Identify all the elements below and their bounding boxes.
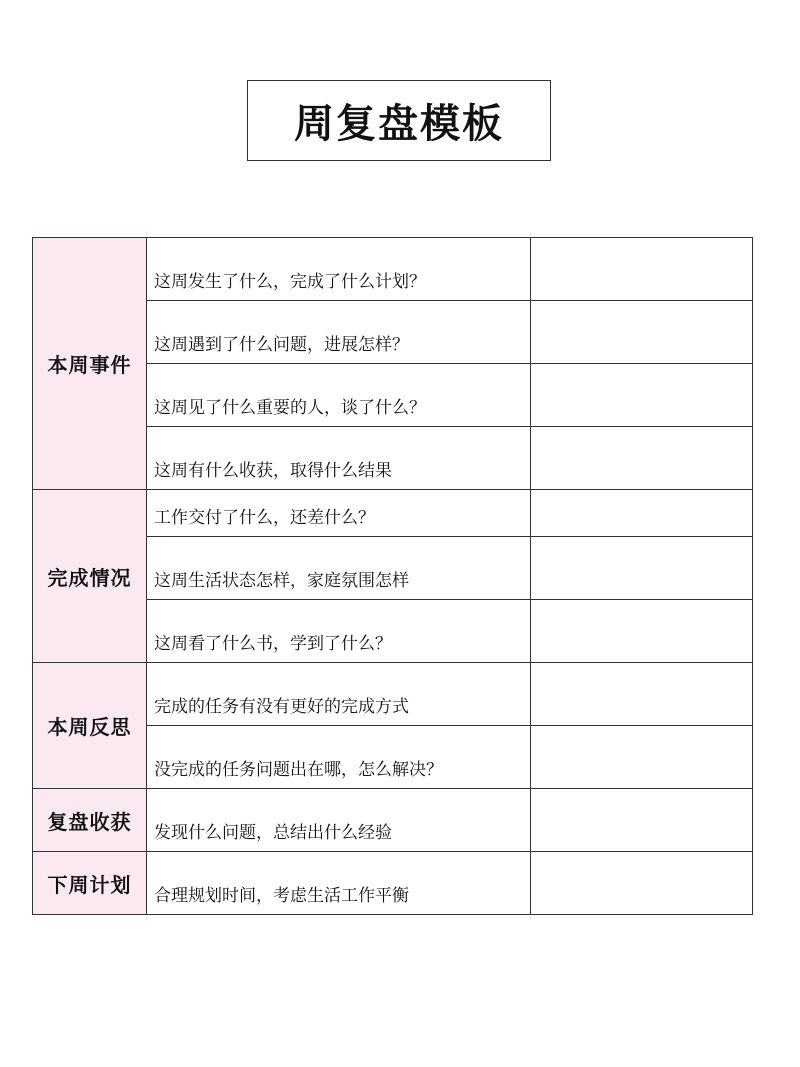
answer-cell[interactable] — [531, 238, 753, 301]
question-cell: 发现什么问题，总结出什么经验 — [147, 789, 531, 852]
table-row — [33, 789, 753, 852]
answer-cell[interactable] — [531, 427, 753, 490]
question-cell: 合理规划时间，考虑生活工作平衡 — [147, 852, 531, 915]
question-cell: 这周见了什么重要的人，谈了什么？ — [147, 364, 531, 427]
category-cell: 完成情况 — [33, 490, 147, 663]
answer-cell[interactable] — [531, 490, 753, 537]
category-cell: 复盘收获 — [33, 789, 147, 852]
title-box — [247, 80, 551, 161]
answer-cell[interactable] — [531, 663, 753, 726]
page-title: 周复盘模板 — [294, 101, 504, 147]
answer-cell[interactable] — [531, 600, 753, 663]
category-cell: 本周事件 — [33, 238, 147, 490]
question-cell: 完成的任务有没有更好的完成方式 — [147, 663, 531, 726]
table-row — [33, 490, 753, 537]
question-cell: 这周看了什么书，学到了什么？ — [147, 600, 531, 663]
question-cell: 这周发生了什么，完成了什么计划？ — [147, 238, 531, 301]
question-cell: 这周遇到了什么问题，进展怎样？ — [147, 301, 531, 364]
table-row — [33, 238, 753, 301]
question-cell: 这周有什么收获，取得什么结果 — [147, 427, 531, 490]
review-table — [32, 237, 753, 915]
question-cell: 这周生活状态怎样，家庭氛围怎样 — [147, 537, 531, 600]
table-row — [33, 852, 753, 915]
answer-cell[interactable] — [531, 537, 753, 600]
answer-cell[interactable] — [531, 726, 753, 789]
answer-cell[interactable] — [531, 852, 753, 915]
table-row — [33, 663, 753, 726]
question-cell: 工作交付了什么，还差什么？ — [147, 490, 531, 537]
answer-cell[interactable] — [531, 789, 753, 852]
category-cell: 本周反思 — [33, 663, 147, 789]
answer-cell[interactable] — [531, 301, 753, 364]
question-cell: 没完成的任务问题出在哪，怎么解决？ — [147, 726, 531, 789]
answer-cell[interactable] — [531, 364, 753, 427]
category-cell: 下周计划 — [33, 852, 147, 915]
